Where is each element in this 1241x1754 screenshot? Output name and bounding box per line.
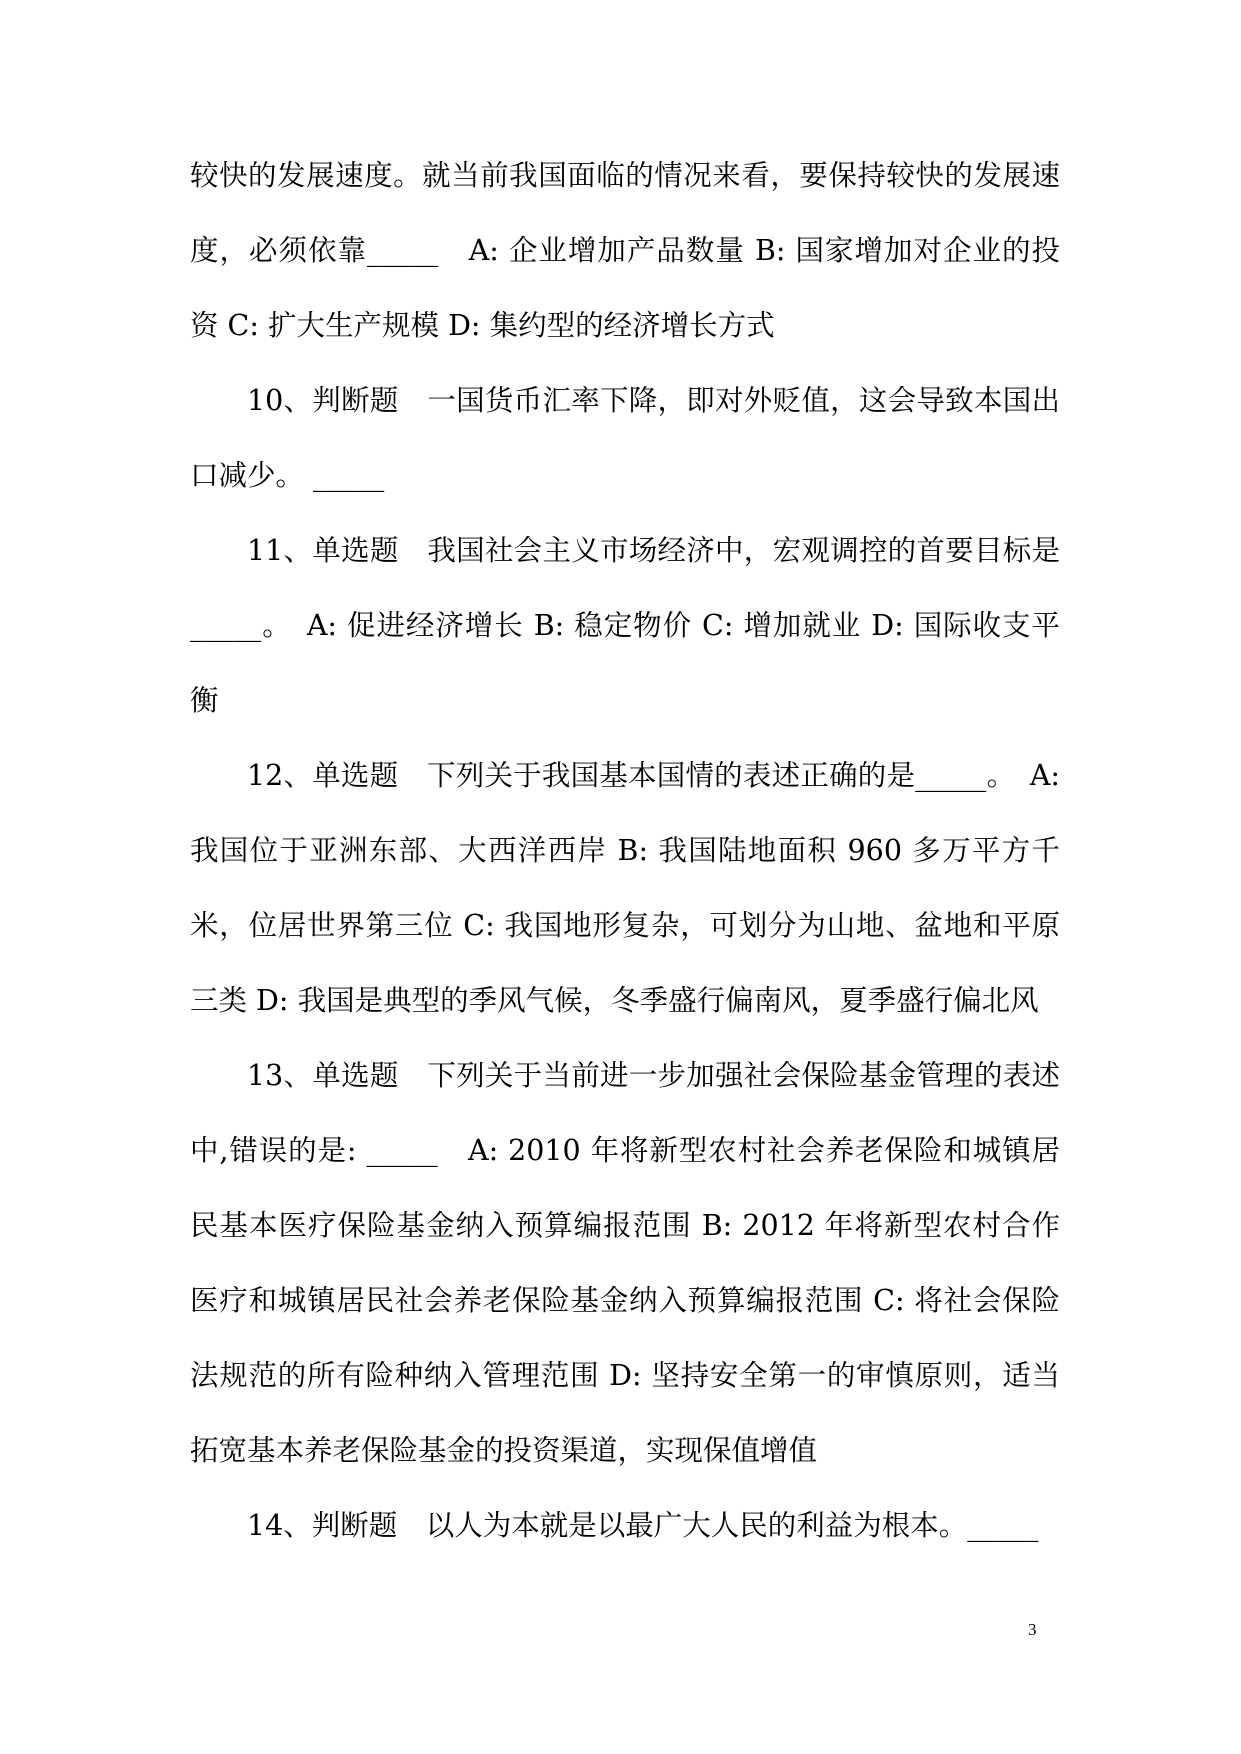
- question-11: 11、单选题 我国社会主义市场经济中，宏观调控的首要目标是_____。 A: 促进经济增长 B: 稳定物价 C: 增加就业 D: 国际收支平衡: [190, 534, 1060, 717]
- question-14: 14、判断题 以人为本就是以最广大人民的利益为根本。_____: [247, 1509, 1039, 1542]
- body-text: [190, 138, 1070, 1563]
- question-13: 13、单选题 下列关于当前进一步加强社会保险基金管理的表述中,错误的是: _____ A: 2010 年将新型农村社会养老保险和城镇居民基本医疗保险基金纳入预算编报范围 B: 2012 年将新型农村合作医疗和城镇居民社会养老保险基金纳入预算编报范围 C: 将社会保险法规范的所有险种纳入管理范围 D: 坚持安全第一的审慎原则，适当拓宽基本养老保险基金的投资渠道，实现保值增值: [190, 1059, 1060, 1467]
- paragraph-continuation: 较快的发展速度。就当前我国面临的情况来看，要保持较快的发展速度，必须依靠_____ A: 企业增加产品数量 B: 国家增加对企业的投资 C: 扩大生产规模 D: 集约型的经济增长方式: [190, 159, 1060, 342]
- question-10: 10、判断题 一国货币汇率下降，即对外贬值，这会导致本国出口减少。 _____: [190, 384, 1060, 492]
- page-number: 3: [1028, 1620, 1037, 1639]
- question-12: 12、单选题 下列关于我国基本国情的表述正确的是_____。 A: 我国位于亚洲东部、大西洋西岸 B: 我国陆地面积 960 多万平方千米，位居世界第三位 C: 我国地形复杂，可划分为山地、盆地和平原三类 D: 我国是典型的季风气候，冬季盛行偏南风，夏季盛行偏北风: [190, 759, 1070, 1017]
